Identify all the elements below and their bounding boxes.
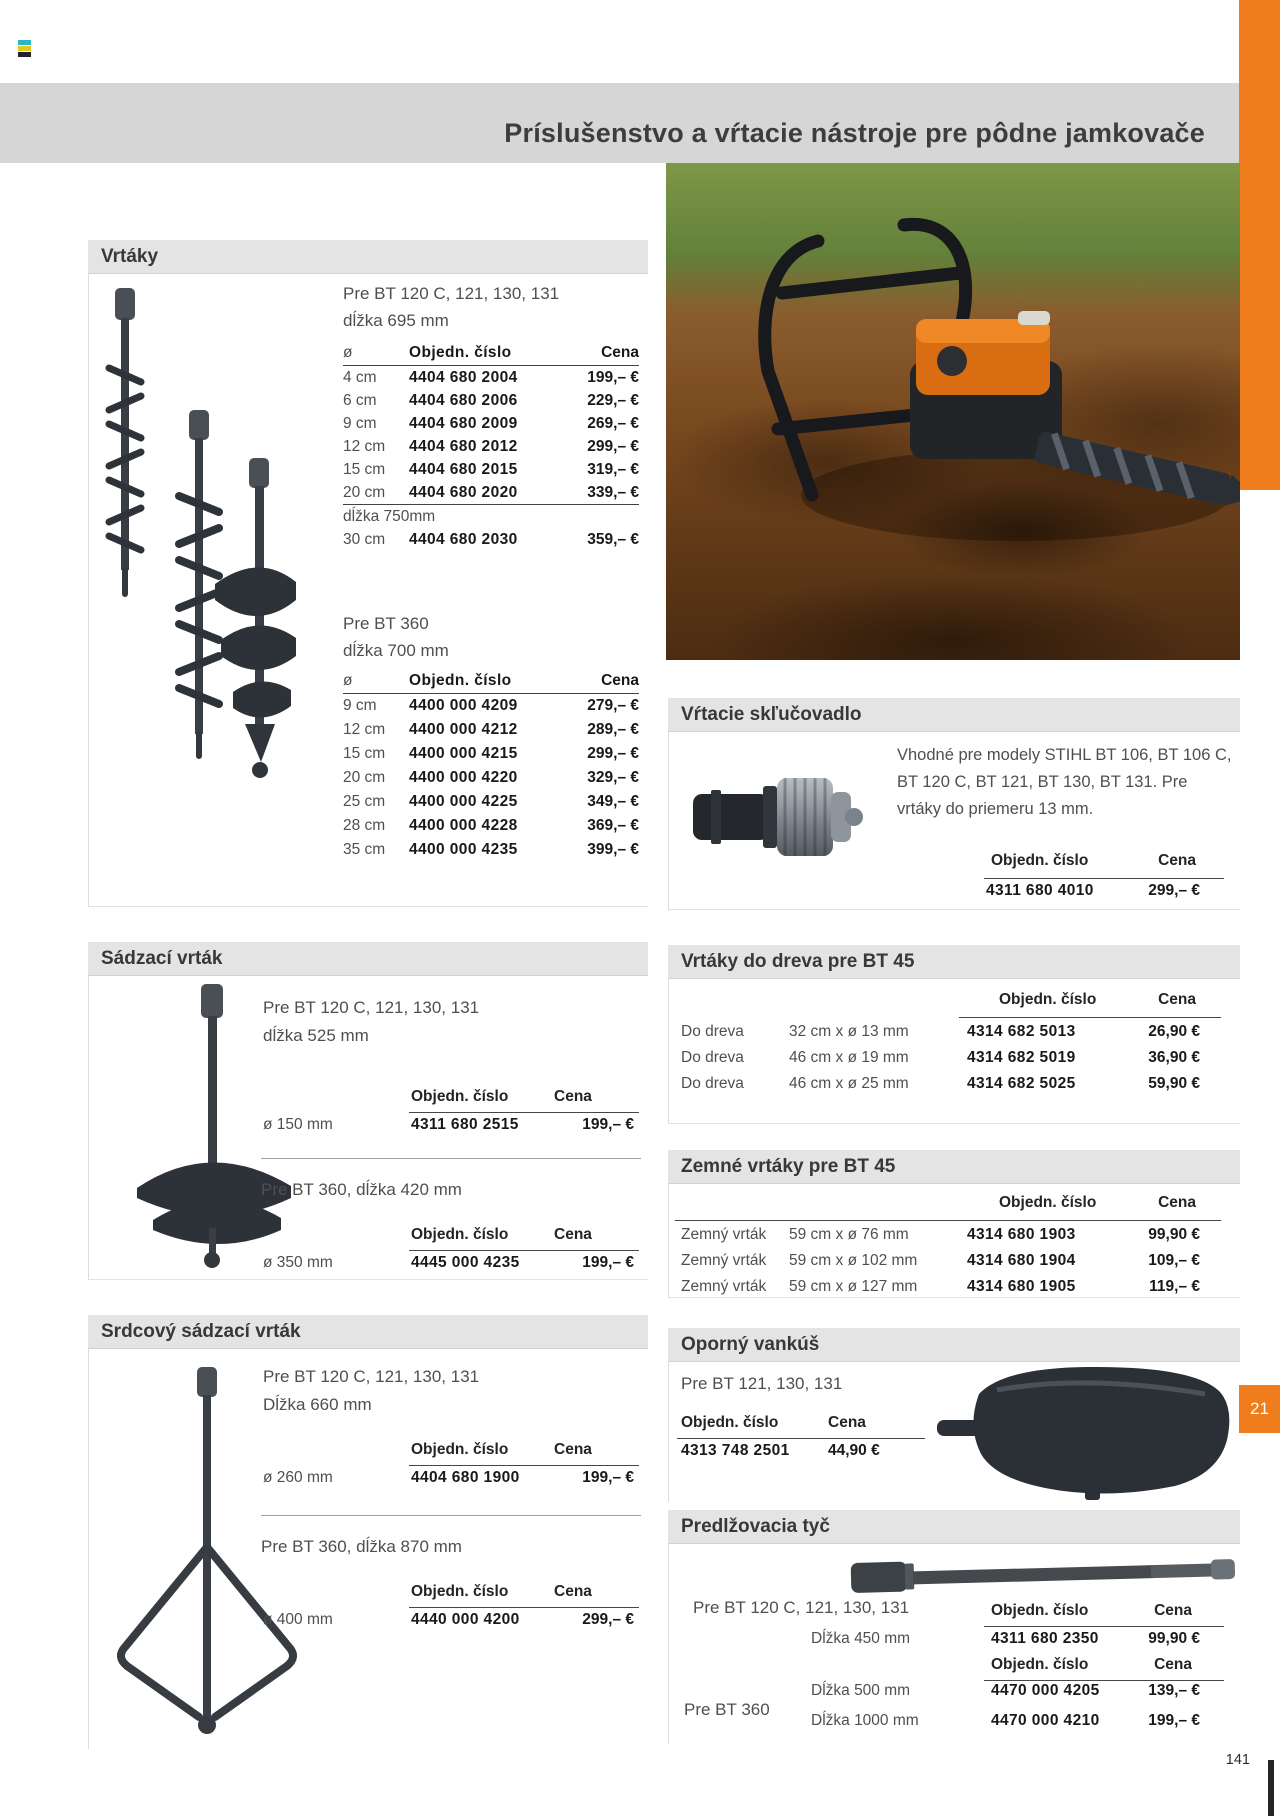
section-body-vrtaky <box>88 274 648 907</box>
order-number: 4470 000 4205 <box>991 1682 1100 1699</box>
price: 199,– € <box>1148 1712 1200 1729</box>
table-rule <box>984 878 1224 879</box>
order-number: 4311 680 2350 <box>991 1630 1099 1647</box>
col-order-number: Objedn. číslo <box>409 671 512 689</box>
drill-chuck-image <box>691 766 863 868</box>
length-note: Dĺžka 660 mm <box>263 1395 372 1414</box>
col-price: Cena <box>1154 1602 1192 1619</box>
page-number: 141 <box>1225 1752 1250 1768</box>
section-body-wood <box>668 979 1240 1124</box>
page-title: Príslušenstvo a vŕtacie nástroje pre pôdne jamkovače <box>504 118 1205 148</box>
compatibility-text: Vhodné pre modely STIHL BT 106, BT 106 C, BT 120 C, BT 121, BT 130, BT 131. Pre vrtáky do priemeru 13 mm. <box>897 746 1232 818</box>
price: 299,– € <box>1148 882 1200 899</box>
section-body-earth <box>668 1184 1240 1298</box>
col-price: Cena <box>1154 1656 1192 1673</box>
section-body-sadzaci <box>88 976 648 1280</box>
col-order-number: Objedn. číslo <box>411 1441 509 1458</box>
table-row: Do dreva 32 cm x ø 13 mm 4314 682 5013 26,90 € <box>681 1023 1200 1040</box>
table-row: 25 cm 4400 000 4225 349,– € <box>343 793 639 810</box>
section-vrtacie-sklucovadlo <box>668 698 1240 910</box>
table-row: Do dreva 46 cm x ø 19 mm 4314 682 5019 36,90 € <box>681 1049 1200 1066</box>
section-title-cushion: Oporný vankúš <box>668 1328 1240 1362</box>
table-row: 12 cm 4404 680 2012 299,– € <box>343 437 639 455</box>
section-title-wood: Vrtáky do dreva pre BT 45 <box>668 945 1240 979</box>
model-note: Pre BT 360, dĺžka 420 mm <box>261 1180 462 1199</box>
table-rule <box>409 1465 639 1466</box>
table-row: 28 cm 4400 000 4228 369,– € <box>343 817 639 834</box>
length-note: dĺžka 525 mm <box>263 1026 369 1045</box>
length-label: Dĺžka 500 mm <box>811 1682 911 1699</box>
price: 199,– € <box>582 1116 634 1133</box>
col-price: Cena <box>554 1088 592 1105</box>
table-row: 9 cm 4400 000 4209 279,– € <box>343 697 639 714</box>
vrtaky-table-1 <box>343 340 639 551</box>
table-row: 6 cm 4404 680 2006 229,– € <box>343 391 639 409</box>
header-band <box>0 83 1239 163</box>
col-order-number: Objedn. číslo <box>411 1226 509 1243</box>
section-sadzaci-vrtak <box>88 942 648 1280</box>
section-title-extension: Predlžovacia tyč <box>668 1510 1240 1544</box>
table-rule <box>984 1680 1224 1681</box>
table-row: Zemný vrták 59 cm x ø 127 mm 4314 680 1905 119,– € <box>681 1278 1200 1295</box>
col-order-number: Objedn. číslo <box>991 1656 1089 1673</box>
section-title-srdcovy: Srdcový sádzací vrták <box>88 1315 648 1349</box>
col-order-number: Objedn. číslo <box>991 1602 1089 1619</box>
section-title-earth: Zemné vrtáky pre BT 45 <box>668 1150 1240 1184</box>
model-note: Pre BT 120 C, 121, 130, 131 <box>263 1367 480 1386</box>
section-title-sadzaci: Sádzací vrták <box>88 942 648 976</box>
price: 299,– € <box>582 1611 634 1628</box>
section-vrtaky-do-dreva <box>668 945 1240 1124</box>
length-label: Dĺžka 1000 mm <box>811 1712 919 1729</box>
table-row: 20 cm 4400 000 4220 329,– € <box>343 769 639 786</box>
regmark-black <box>18 52 31 57</box>
table-row: Do dreva 46 cm x ø 25 mm 4314 682 5025 59,90 € <box>681 1075 1200 1092</box>
length-note: dĺžka 695 mm <box>343 311 449 330</box>
order-number: 4445 000 4235 <box>411 1254 520 1271</box>
col-price: Cena <box>1158 852 1196 869</box>
section-body-chuck <box>668 732 1240 910</box>
table-header <box>343 340 639 366</box>
col-diameter: ø <box>343 671 353 689</box>
col-price: Cena <box>828 1414 866 1431</box>
hero-photo-earth-auger <box>666 163 1240 660</box>
model-note: Pre BT 120 C, 121, 130, 131 <box>693 1598 910 1617</box>
price: 199,– € <box>582 1469 634 1486</box>
regmark-cyan <box>18 40 31 45</box>
order-number: 4313 748 2501 <box>681 1442 790 1459</box>
table-rule <box>677 1438 925 1439</box>
extension-rod-image <box>847 1552 1239 1598</box>
chapter-tab: 21 <box>1239 1385 1280 1433</box>
col-price: Cena <box>601 343 639 361</box>
edge-mark <box>1268 1760 1274 1816</box>
model-note: Pre BT 360 <box>343 614 429 633</box>
section-oporny-vankus <box>668 1328 1240 1502</box>
col-diameter: ø <box>343 343 353 361</box>
section-body-srdcovy <box>88 1349 648 1749</box>
table-row: 15 cm 4404 680 2015 319,– € <box>343 460 639 478</box>
order-number: 4440 000 4200 <box>411 1611 520 1628</box>
table-subnote-row: dĺžka 750mm <box>343 504 639 528</box>
diameter-label: ø 260 mm <box>263 1469 333 1486</box>
earth-table <box>681 1222 1200 1300</box>
table-rule <box>675 1220 1221 1221</box>
diameter-label: ø 400 mm <box>263 1611 333 1628</box>
col-price: Cena <box>554 1441 592 1458</box>
table-row: 30 cm 4404 680 2030 359,– € <box>343 530 639 548</box>
wood-table <box>681 1019 1200 1097</box>
col-price: Cena <box>554 1226 592 1243</box>
col-order-number: Objedn. číslo <box>681 1414 779 1431</box>
table-row: 12 cm 4400 000 4212 289,– € <box>343 721 639 738</box>
col-order-number: Objedn. číslo <box>999 991 1097 1008</box>
order-number: 4311 680 4010 <box>986 882 1094 899</box>
section-body-cushion <box>668 1362 1240 1502</box>
table-header <box>343 668 639 694</box>
length-note: dĺžka 700 mm <box>343 641 449 660</box>
section-srdcovy-vrtak <box>88 1315 648 1749</box>
col-order-number: Objedn. číslo <box>409 343 512 361</box>
col-order-number: Objedn. číslo <box>411 1088 509 1105</box>
table-row: 9 cm 4404 680 2009 269,– € <box>343 414 639 432</box>
table-rule <box>984 1626 1224 1627</box>
order-number: 4470 000 4210 <box>991 1712 1100 1729</box>
col-price: Cena <box>601 671 639 689</box>
section-predlzovacia-tyc <box>668 1510 1240 1744</box>
table-rule <box>409 1250 639 1251</box>
table-row: Zemný vrták 59 cm x ø 76 mm 4314 680 1903 99,90 € <box>681 1226 1200 1243</box>
col-order-number: Objedn. číslo <box>991 852 1089 869</box>
length-label: Dĺžka 450 mm <box>811 1630 911 1647</box>
section-title-chuck: Vŕtacie skľučovadlo <box>668 698 1240 732</box>
table-row: 35 cm 4400 000 4235 399,– € <box>343 841 639 858</box>
divider-rule <box>261 1515 641 1516</box>
regmark-yellow <box>18 46 31 51</box>
model-note: Pre BT 360 <box>684 1700 770 1719</box>
model-note: Pre BT 120 C, 121, 130, 131 <box>263 998 480 1017</box>
augers-product-image <box>93 284 298 784</box>
table-rule <box>409 1607 639 1608</box>
print-registration-mark <box>18 40 31 58</box>
table-rule <box>409 1112 639 1113</box>
section-body-extension <box>668 1544 1240 1744</box>
price: 199,– € <box>582 1254 634 1271</box>
col-order-number: Objedn. číslo <box>999 1194 1097 1211</box>
divider-rule <box>261 1158 641 1159</box>
col-price: Cena <box>554 1583 592 1600</box>
diameter-label: ø 150 mm <box>263 1116 333 1133</box>
section-title-vrtaky: Vrtáky <box>88 240 648 274</box>
accent-corner-strip <box>1239 0 1280 490</box>
table-row: 4 cm 4404 680 2004 199,– € <box>343 368 639 386</box>
section-zemne-vrtaky <box>668 1150 1240 1298</box>
model-note: Pre BT 360, dĺžka 870 mm <box>261 1537 462 1556</box>
table-row: 15 cm 4400 000 4215 299,– € <box>343 745 639 762</box>
price: 99,90 € <box>1148 1630 1200 1647</box>
vrtaky-table-2 <box>343 668 639 862</box>
model-note: Pre BT 120 C, 121, 130, 131 <box>343 284 560 303</box>
price: 44,90 € <box>828 1442 880 1459</box>
col-order-number: Objedn. číslo <box>411 1583 509 1600</box>
table-row: 20 cm 4404 680 2020 339,– € <box>343 483 639 501</box>
earth-auger-machine-illustration <box>666 163 1240 660</box>
order-number: 4311 680 2515 <box>411 1116 519 1133</box>
model-note: Pre BT 121, 130, 131 <box>681 1374 843 1393</box>
col-price: Cena <box>1158 991 1196 1008</box>
diameter-label: ø 350 mm <box>263 1254 333 1271</box>
table-row: Zemný vrták 59 cm x ø 102 mm 4314 680 1904 109,– € <box>681 1252 1200 1269</box>
section-vrtaky <box>88 240 648 907</box>
order-number: 4404 680 1900 <box>411 1469 520 1486</box>
price: 139,– € <box>1148 1682 1200 1699</box>
col-price: Cena <box>1158 1194 1196 1211</box>
table-rule <box>959 1017 1221 1018</box>
support-cushion-image <box>937 1364 1237 1500</box>
